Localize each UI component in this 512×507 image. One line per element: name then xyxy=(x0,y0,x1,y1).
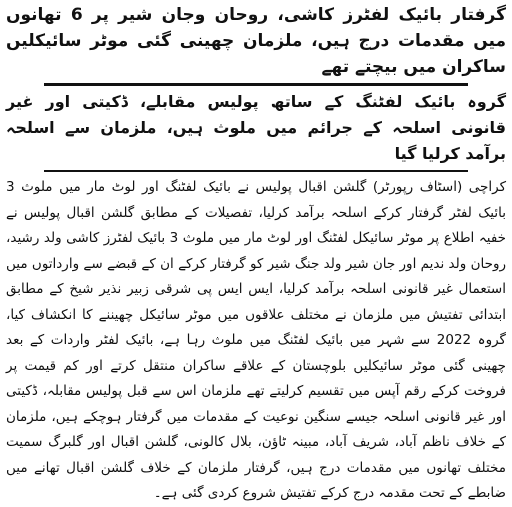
subheadline: گروہ بائیک لفٹنگ کے ساتھ پولیس مقابلے، ڈکیتی اور غیر قانونی اسلحہ کے جرائم میں ملوث ہیں، ملزمان سے اسلحہ برآمد کرلیا گیا xyxy=(6,92,506,163)
headline: گرفتار بائیک لفٹرز کاشی، روحان وجان شیر پر 6 تھانوں میں مقدمات درج ہیں، ملزمان چھینی گئی موٹر سائیکلیں ساکران میں بیچتے تھے xyxy=(6,5,506,77)
subheadline-divider xyxy=(44,170,468,172)
news-article xyxy=(4,2,508,507)
article-body: کراچی (اسٹاف رپورٹر) گلشن اقبال پولیس نے بائیک لفٹنگ اور لوٹ مار میں ملوث 3 بائیک لفٹر گرفتار کرکے اسلحہ برآمد کرلیا، تفصیلات کے مطابق گلشن اقبال پولیس نے خفیہ اطلاع پر موٹر سائیکل لفٹنگ اور لوٹ مار میں ملوث 3 بائیک لفٹرز کاشی ولد رشید، روحان ولد ندیم اور جان شیر ولد جنگ شیر کو گرفتار کرکے ان کے قبضے سے وارداتوں میں استعمال غیر قانونی اسلحہ برآمد کرلیا، ایس ایس پی شرقی زبیر نذیر شیخ کے مطابق ابتدائی تفتیش میں ملزمان نے مختلف علاقوں میں موٹر سائیکل چھیننے کا انکشاف کیا، گروہ 2022 سے شہر میں بائیک لفٹنگ میں ملوث رہا ہے، بائیک لفٹر واردات کے بعد چھینی گئی موٹر سائیکلیں بلوچستان کے علاقے ساکران منتقل کرتے اور کم قیمت پر فروخت کرکے رقم آپس میں تقسیم کرلیتے تھے ملزمان اس سے قبل پولیس مقابلہ، ڈکیتی اور غیر قانونی اسلحہ جیسے سنگین نوعیت کے مقدمات میں گرفتار ہوچکے ہیں، ملزمان کے خلاف ناظم آباد، شریف آباد، مبینہ ٹاؤن، بلال کالونی، گلشن اقبال اور گلبرگ سمیت مختلف تھانوں میں مقدمات درج ہیں، گرفتار ملزمان کے خلاف گلشن اقبال تھانے میں ضابطے کے تحت مقدمہ درج کرکے تفتیش شروع کردی گئی ہے۔ xyxy=(6,179,507,501)
headline-divider xyxy=(44,83,468,86)
